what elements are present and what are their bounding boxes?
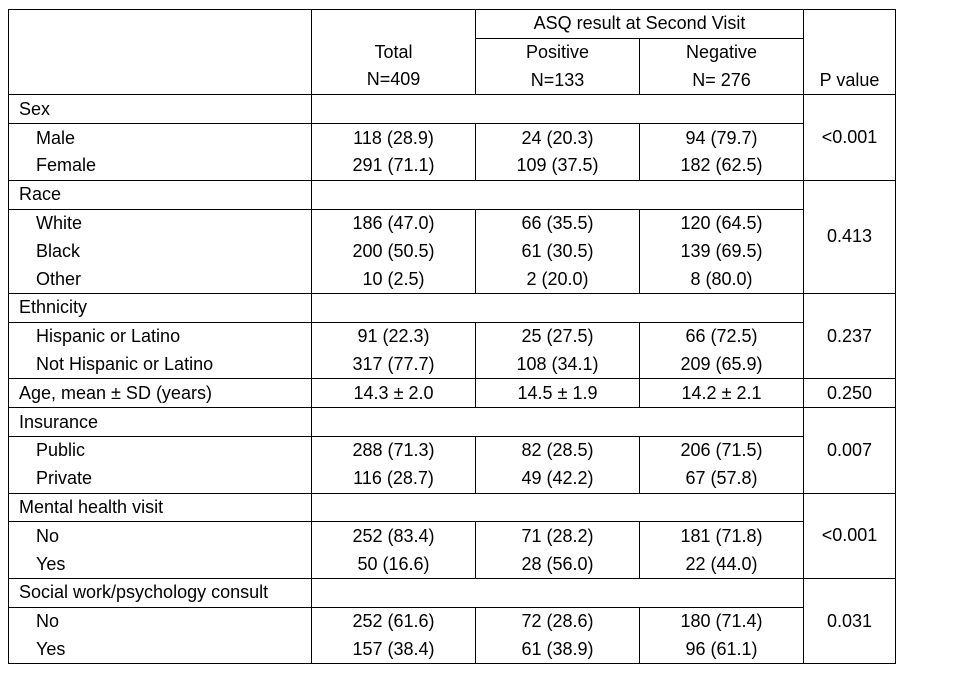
header-asq-span: ASQ result at Second Visit — [476, 10, 804, 39]
table-row — [9, 465, 896, 493]
category-label: Race — [9, 180, 312, 209]
category-blank-cell — [312, 493, 804, 522]
table-body — [9, 95, 896, 664]
row-label: No — [9, 522, 312, 550]
total-cell: 291 (71.1) — [312, 152, 476, 180]
negative-cell: 180 (71.4) — [640, 607, 804, 635]
results-table — [8, 9, 896, 664]
row-label: No — [9, 607, 312, 635]
row-label: Hispanic or Latino — [9, 322, 312, 350]
table-row — [9, 237, 896, 265]
total-cell: 50 (16.6) — [312, 550, 476, 578]
negative-cell: 120 (64.5) — [640, 209, 804, 237]
positive-cell: 108 (34.1) — [476, 351, 640, 379]
header-blank-cell — [9, 10, 312, 95]
category-label: Ethnicity — [9, 293, 312, 322]
positive-cell: 66 (35.5) — [476, 209, 640, 237]
total-cell: 91 (22.3) — [312, 322, 476, 350]
negative-cell: 206 (71.5) — [640, 436, 804, 464]
table-row — [9, 522, 896, 550]
total-cell: 14.3 ± 2.0 — [312, 379, 476, 408]
total-cell: 116 (28.7) — [312, 465, 476, 493]
positive-cell: 28 (56.0) — [476, 550, 640, 578]
total-cell: 200 (50.5) — [312, 237, 476, 265]
positive-cell: 72 (28.6) — [476, 607, 640, 635]
category-row — [9, 95, 896, 124]
pvalue-cell: 0.413 — [804, 180, 896, 293]
table-row — [9, 607, 896, 635]
negative-cell: 139 (69.5) — [640, 237, 804, 265]
negative-cell: 182 (62.5) — [640, 152, 804, 180]
category-blank-cell — [312, 408, 804, 437]
total-cell: 10 (2.5) — [312, 265, 476, 293]
table-row — [9, 436, 896, 464]
positive-cell: 14.5 ± 1.9 — [476, 379, 640, 408]
header-total — [312, 10, 476, 95]
table-row — [9, 636, 896, 664]
row-label: Not Hispanic or Latino — [9, 351, 312, 379]
table-row — [9, 351, 896, 379]
positive-cell: 71 (28.2) — [476, 522, 640, 550]
category-blank-cell — [312, 95, 804, 124]
negative-cell: 14.2 ± 2.1 — [640, 379, 804, 408]
pvalue-cell: 0.250 — [804, 379, 896, 408]
header-pvalue: P value — [804, 10, 896, 95]
positive-cell: 2 (20.0) — [476, 265, 640, 293]
table-row — [9, 265, 896, 293]
total-cell: 252 (61.6) — [312, 607, 476, 635]
row-label: Private — [9, 465, 312, 493]
row-label: Age, mean ± SD (years) — [9, 379, 312, 408]
negative-cell: 22 (44.0) — [640, 550, 804, 578]
row-label: Yes — [9, 636, 312, 664]
row-label: Black — [9, 237, 312, 265]
negative-cell: 96 (61.1) — [640, 636, 804, 664]
category-label: Insurance — [9, 408, 312, 437]
header-negative-n: N= 276 — [640, 67, 804, 95]
header-total-label: Total — [374, 42, 413, 63]
category-blank-cell — [312, 578, 804, 607]
table-row — [9, 379, 896, 408]
table-row — [9, 209, 896, 237]
row-label: Public — [9, 436, 312, 464]
header-row-1 — [9, 10, 896, 39]
category-row — [9, 180, 896, 209]
header-negative-label: Negative — [640, 38, 804, 66]
category-label: Sex — [9, 95, 312, 124]
positive-cell: 24 (20.3) — [476, 124, 640, 152]
negative-cell: 67 (57.8) — [640, 465, 804, 493]
pvalue-cell: 0.237 — [804, 293, 896, 378]
pvalue-cell: <0.001 — [804, 493, 896, 578]
positive-cell: 82 (28.5) — [476, 436, 640, 464]
pvalue-cell: <0.001 — [804, 95, 896, 180]
category-blank-cell — [312, 180, 804, 209]
row-label: Male — [9, 124, 312, 152]
row-label: White — [9, 209, 312, 237]
total-cell: 252 (83.4) — [312, 522, 476, 550]
negative-cell: 66 (72.5) — [640, 322, 804, 350]
positive-cell: 25 (27.5) — [476, 322, 640, 350]
category-label: Social work/psychology consult — [9, 578, 312, 607]
category-label: Mental health visit — [9, 493, 312, 522]
total-cell: 288 (71.3) — [312, 436, 476, 464]
pvalue-cell: 0.007 — [804, 408, 896, 493]
row-label: Other — [9, 265, 312, 293]
positive-cell: 61 (30.5) — [476, 237, 640, 265]
row-label: Yes — [9, 550, 312, 578]
table-row — [9, 124, 896, 152]
positive-cell: 61 (38.9) — [476, 636, 640, 664]
total-cell: 317 (77.7) — [312, 351, 476, 379]
total-cell: 118 (28.9) — [312, 124, 476, 152]
header-positive-label: Positive — [476, 38, 640, 66]
table-header — [9, 10, 896, 95]
table-row — [9, 152, 896, 180]
positive-cell: 109 (37.5) — [476, 152, 640, 180]
total-cell: 186 (47.0) — [312, 209, 476, 237]
header-total-n: N=409 — [366, 69, 421, 90]
negative-cell: 181 (71.8) — [640, 522, 804, 550]
negative-cell: 94 (79.7) — [640, 124, 804, 152]
pvalue-cell: 0.031 — [804, 578, 896, 663]
category-blank-cell — [312, 293, 804, 322]
header-positive-n: N=133 — [476, 67, 640, 95]
category-row — [9, 293, 896, 322]
row-label: Female — [9, 152, 312, 180]
total-cell: 157 (38.4) — [312, 636, 476, 664]
category-row — [9, 408, 896, 437]
table-row — [9, 550, 896, 578]
negative-cell: 209 (65.9) — [640, 351, 804, 379]
table-row — [9, 322, 896, 350]
category-row — [9, 578, 896, 607]
positive-cell: 49 (42.2) — [476, 465, 640, 493]
category-row — [9, 493, 896, 522]
negative-cell: 8 (80.0) — [640, 265, 804, 293]
